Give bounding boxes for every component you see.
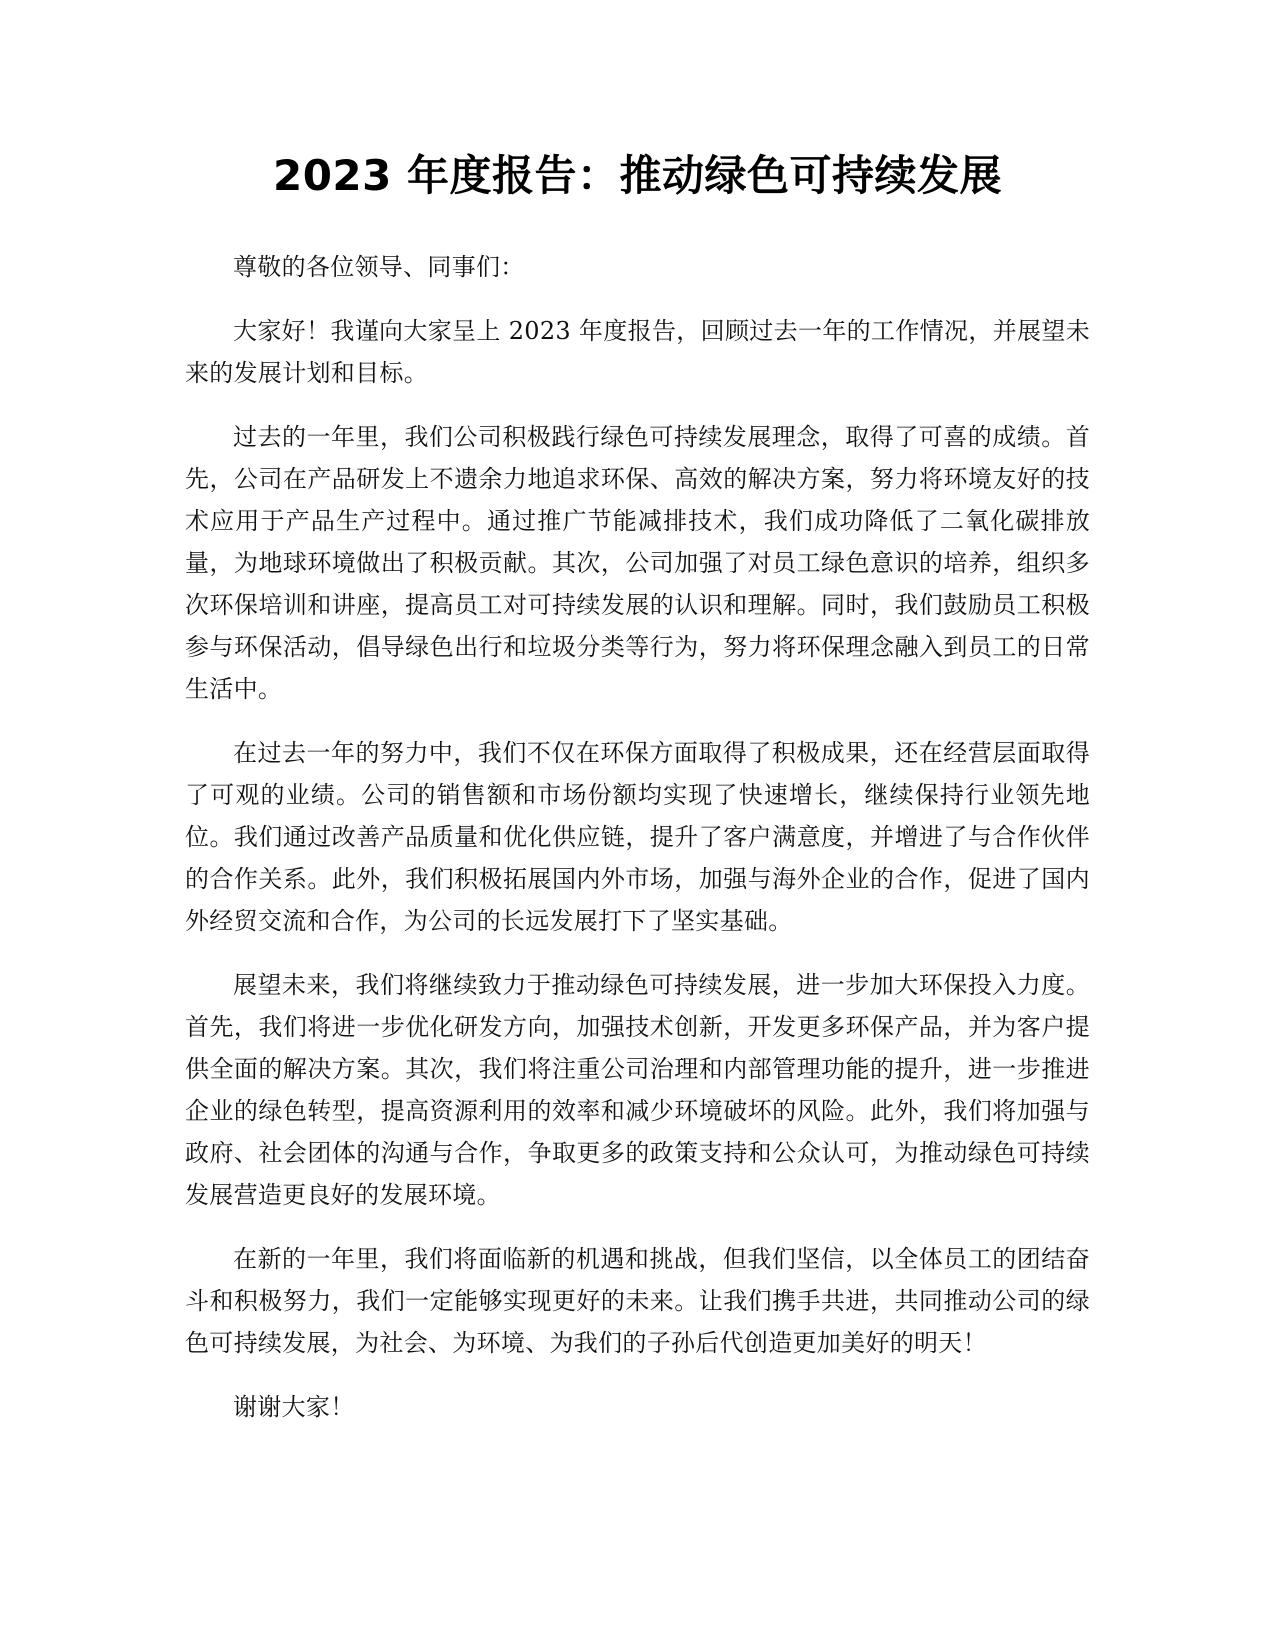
- thanks-paragraph: 谢谢大家！: [233, 1393, 355, 1421]
- closing-paragraph: 在新的一年里，我们将面临新的机遇和挑战，但我们坚信，以全体员工的团结奋斗和积极努力，我们一定能够实现更好的未来。让我们携手共进，共同推动公司的绿色可持续发展，为社会、为环境、为我们的子孙后代创造更加美好的明天！: [185, 1245, 1090, 1357]
- environment-review-paragraph: 过去的一年里，我们公司积极践行绿色可持续发展理念，取得了可喜的成绩。首先，公司在产品研发上不遗余力地追求环保、高效的解决方案，努力将环境友好的技术应用于产品生产过程中。通过推广节能减排技术，我们成功降低了二氧化碳排放量，为地球环境做出了积极贡献。其次，公司加强了对员工绿色意识的培养，组织多次环保培训和讲座，提高员工对可持续发展的认识和理解。同时，我们鼓励员工积极参与环保活动，倡导绿色出行和垃圾分类等行为，努力将环保理念融入到员工的日常生活中。: [185, 423, 1090, 703]
- document-title: 2023 年度报告：推动绿色可持续发展: [272, 151, 1003, 200]
- salutation-paragraph: 尊敬的各位领导、同事们：: [233, 253, 525, 281]
- document-body: [185, 246, 1090, 1450]
- business-review-paragraph: 在过去一年的努力中，我们不仅在环保方面取得了积极成果，还在经营层面取得了可观的业绩。公司的销售额和市场份额均实现了快速增长，继续保持行业领先地位。我们通过改善产品质量和优化供应链，提升了客户满意度，并增进了与合作伙伴的合作关系。此外，我们积极拓展国内外市场，加强与海外企业的合作，促进了国内外经贸交流和合作，为公司的长远发展打下了坚实基础。: [185, 739, 1090, 935]
- greeting-paragraph: 大家好！我谨向大家呈上 2023 年度报告，回顾过去一年的工作情况，并展望未来的发展计划和目标。: [185, 317, 1090, 387]
- outlook-paragraph: 展望未来，我们将继续致力于推动绿色可持续发展，进一步加大环保投入力度。首先，我们将进一步优化研发方向，加强技术创新，开发更多环保产品，并为客户提供全面的解决方案。其次，我们将注重公司治理和内部管理功能的提升，进一步推进企业的绿色转型，提高资源利用的效率和减少环境破坏的风险。此外，我们将加强与政府、社会团体的沟通与合作，争取更多的政策支持和公众认可，为推动绿色可持续发展营造更良好的发展环境。: [185, 971, 1090, 1209]
